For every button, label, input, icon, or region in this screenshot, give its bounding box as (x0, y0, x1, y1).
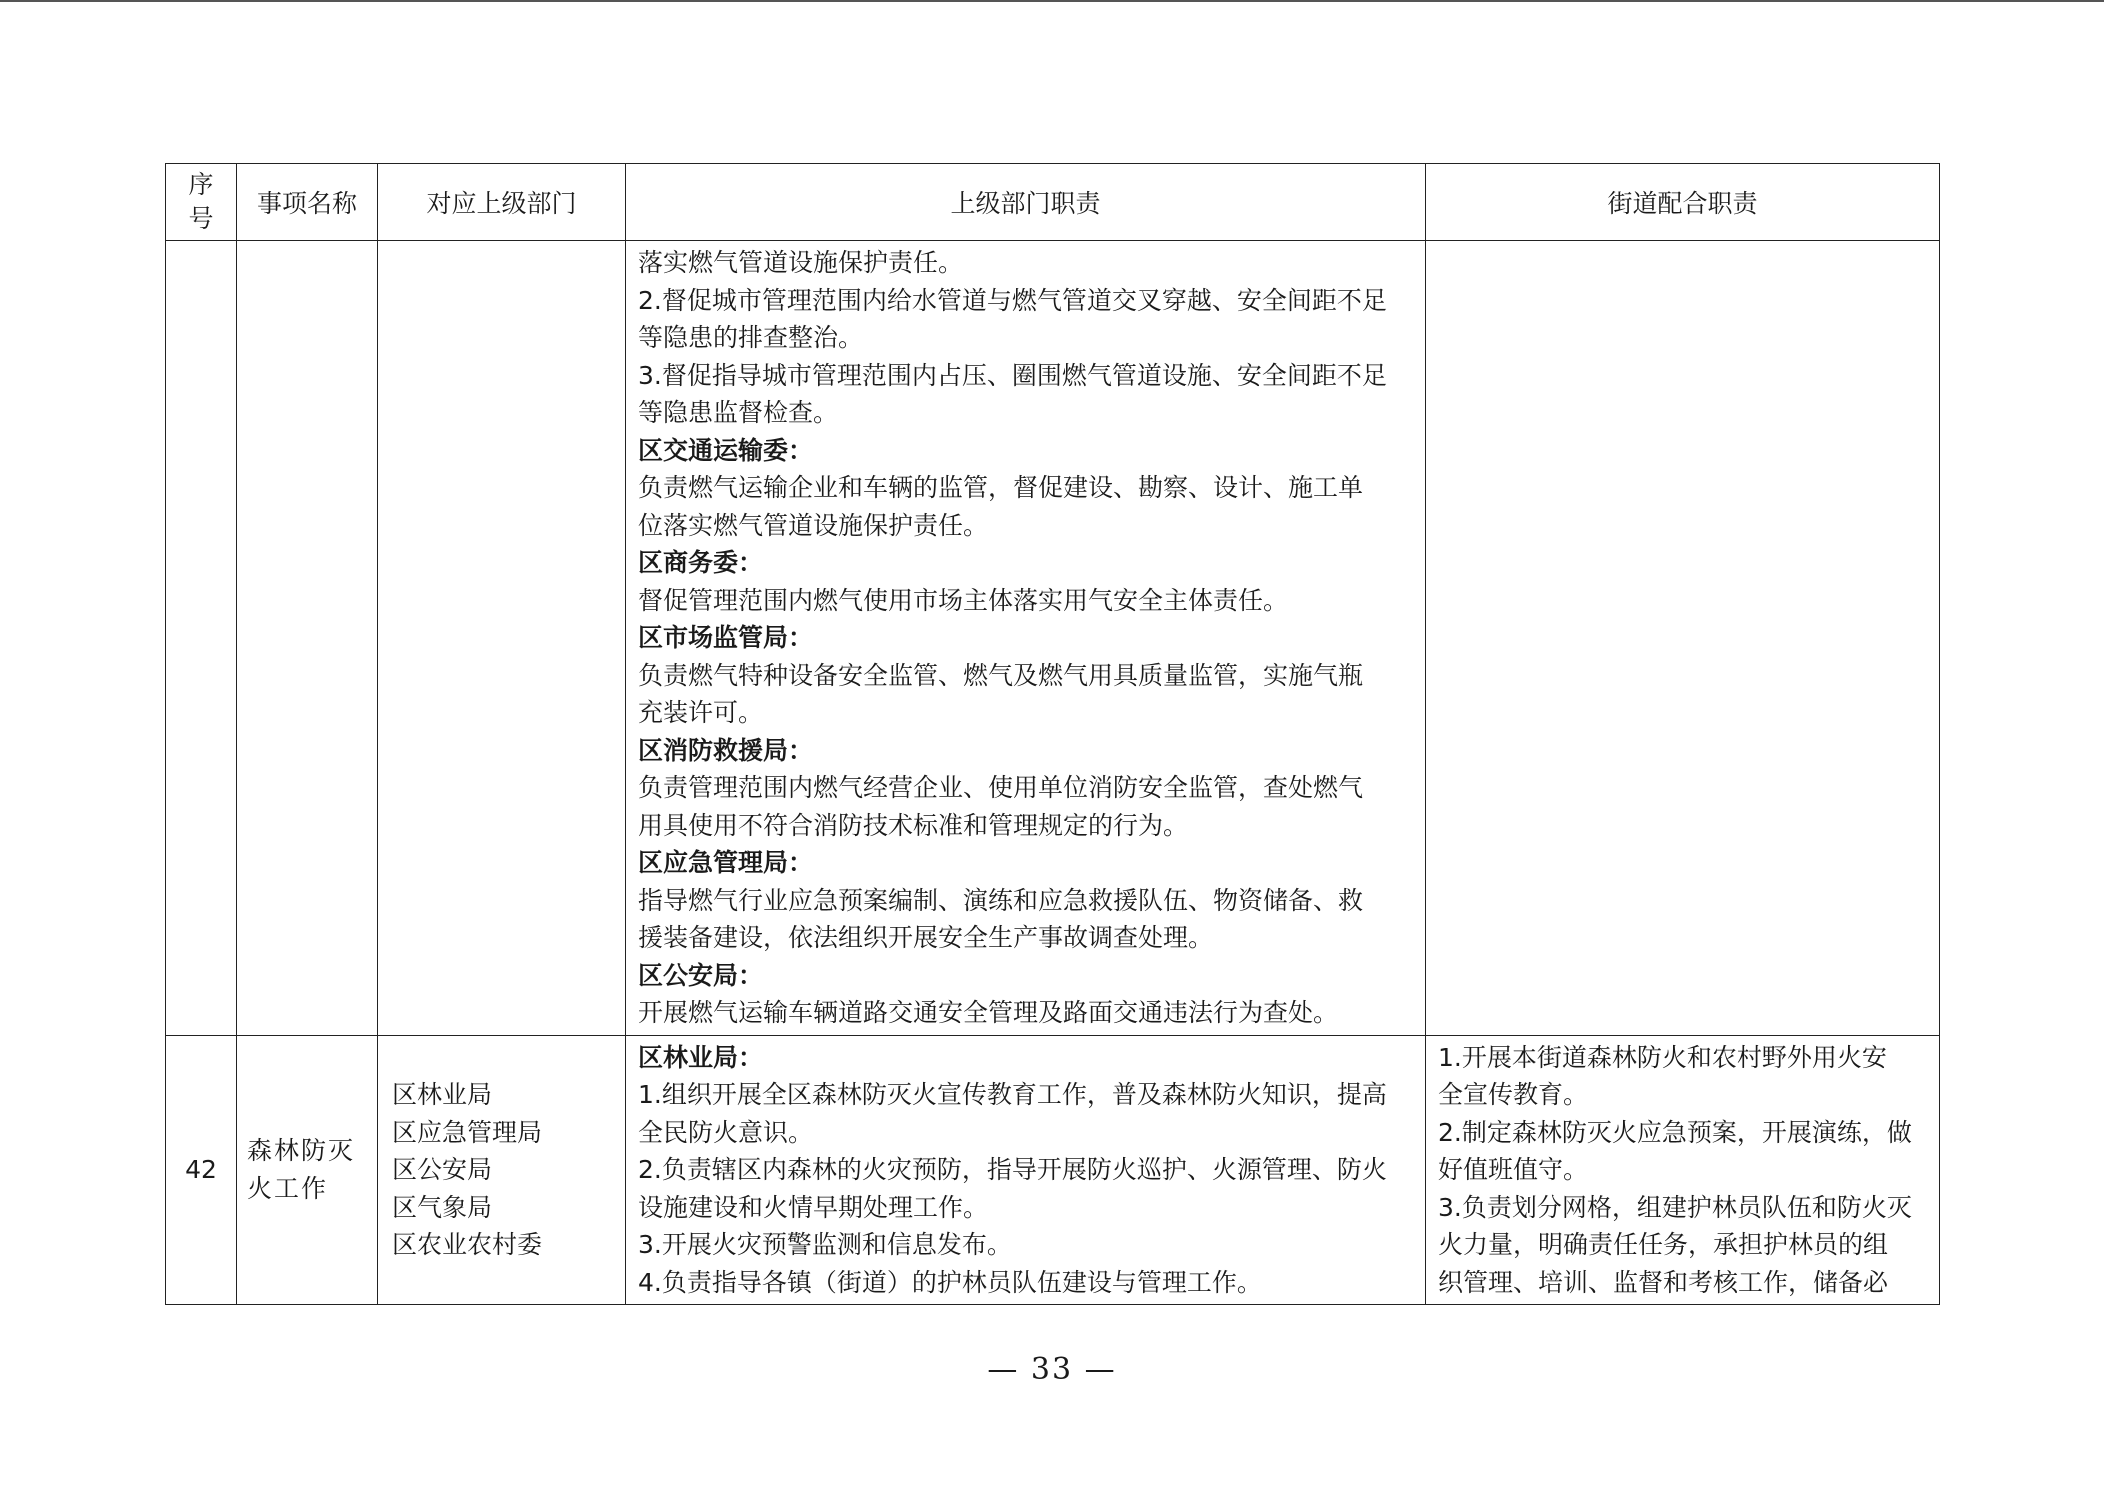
cont-duties-line: 区应急管理局： (638, 848, 814, 877)
cont-dept-cell (378, 241, 626, 1036)
table-row-continued (166, 241, 1940, 1036)
row42-name (237, 1035, 378, 1305)
row42-dept-item: 区农业农村委 (392, 1230, 543, 1259)
page-top-border (0, 0, 2104, 2)
row42-duties-line: 3.开展火灾预警监测和信息发布。 (638, 1230, 1012, 1259)
row42-street-line: 1.开展本街道森林防火和农村野外用火安 (1438, 1042, 1887, 1072)
cont-duties-line: 位落实燃气管道设施保护责任。 (638, 510, 989, 540)
cont-duties-line: 等隐患监督检查。 (638, 398, 839, 427)
cont-duties-line: 负责管理范围内燃气经营企业、使用单位消防安全监管，查处燃气 (638, 773, 1364, 802)
cont-duties-line: 区公安局： (638, 960, 764, 990)
header-seq: 序 号 (166, 164, 237, 241)
cont-duties-line: 援装备建设，依法组织开展安全生产事故调查处理。 (638, 923, 1214, 952)
table-row-42 (166, 1035, 1940, 1305)
cont-duties-cell (626, 241, 1426, 1036)
cont-duties-line: 2.督促城市管理范围内给水管道与燃气管道交叉穿越、安全间距不足 (638, 285, 1387, 315)
cont-seq-cell (166, 241, 237, 1036)
cont-duties-line: 等隐患的排查整治。 (638, 323, 864, 352)
row42-duties-line: 4.负责指导各镇（街道）的护林员队伍建设与管理工作。 (638, 1267, 1262, 1297)
row42-duties-line: 区林业局： (638, 1042, 764, 1072)
cont-duties-line: 落实燃气管道设施保护责任。 (638, 248, 964, 277)
table-header-row (166, 164, 1940, 241)
row42-name-line1: 森林防灭 (247, 1136, 356, 1166)
row42-dept-item: 区公安局 (392, 1155, 493, 1184)
cont-name-cell (237, 241, 378, 1036)
row42-dept-item: 区气象局 (392, 1192, 493, 1222)
row42-street-line: 全宣传教育。 (1438, 1080, 1589, 1109)
row42-street-line: 2.制定森林防灭火应急预案，开展演练，做 (1438, 1117, 1912, 1147)
header-item-name: 事项名称 (237, 164, 378, 241)
row42-street-line: 火力量，明确责任任务，承担护林员的组 (1438, 1230, 1889, 1259)
cont-duties-line: 用具使用不符合消防技术标准和管理规定的行为。 (638, 810, 1189, 840)
row42-street-line: 3.负责划分网格，组建护林员队伍和防火灭 (1438, 1192, 1912, 1222)
page-number: — 33 — (987, 1352, 1117, 1387)
cont-duties-line: 区市场监管局： (638, 623, 814, 652)
cont-duties-line: 负责燃气运输企业和车辆的监管，督促建设、勘察、设计、施工单 (638, 473, 1364, 502)
header-street-duties: 街道配合职责 (1426, 164, 1940, 241)
header-dept: 对应上级部门 (378, 164, 626, 241)
cont-duties-line: 区消防救援局： (638, 735, 814, 765)
row42-street-line: 织管理、培训、监督和考核工作，储备必 (1438, 1267, 1889, 1297)
cont-duties-line: 督促管理范围内燃气使用市场主体落实用气安全主体责任。 (638, 585, 1289, 615)
cont-street-cell (1426, 241, 1940, 1036)
duties-table (165, 163, 1940, 1305)
row42-street (1426, 1035, 1940, 1305)
row42-seq: 42 (166, 1035, 237, 1305)
row42-depts (378, 1035, 626, 1305)
row42-dept-item: 区林业局 (392, 1080, 493, 1109)
cont-duties-line: 区商务委： (638, 548, 764, 577)
cont-duties-line: 充装许可。 (638, 698, 764, 727)
row42-street-line: 好值班值守。 (1438, 1155, 1589, 1184)
cont-duties-line: 指导燃气行业应急预案编制、演练和应急救援队伍、物资储备、救 (638, 885, 1364, 915)
row42-duties (626, 1035, 1426, 1305)
cont-duties-line: 3.督促指导城市管理范围内占压、圈围燃气管道设施、安全间距不足 (638, 360, 1387, 390)
cont-duties-line: 负责燃气特种设备安全监管、燃气及燃气用具质量监管，实施气瓶 (638, 660, 1364, 690)
row42-dept-item: 区应急管理局 (392, 1117, 543, 1147)
cont-duties-line: 区交通运输委： (638, 435, 814, 465)
row42-duties-line: 1.组织开展全区森林防灭火宣传教育工作，普及森林防火知识，提高 (638, 1080, 1387, 1109)
header-duties: 上级部门职责 (626, 164, 1426, 241)
row42-duties-line: 2.负责辖区内森林的火灾预防，指导开展防火巡护、火源管理、防火 (638, 1155, 1387, 1184)
row42-duties-line: 设施建设和火情早期处理工作。 (638, 1192, 989, 1222)
cont-duties-line: 开展燃气运输车辆道路交通安全管理及路面交通违法行为查处。 (638, 998, 1339, 1027)
row42-duties-line: 全民防火意识。 (638, 1117, 814, 1147)
row42-name-line2: 火工作 (247, 1173, 329, 1203)
